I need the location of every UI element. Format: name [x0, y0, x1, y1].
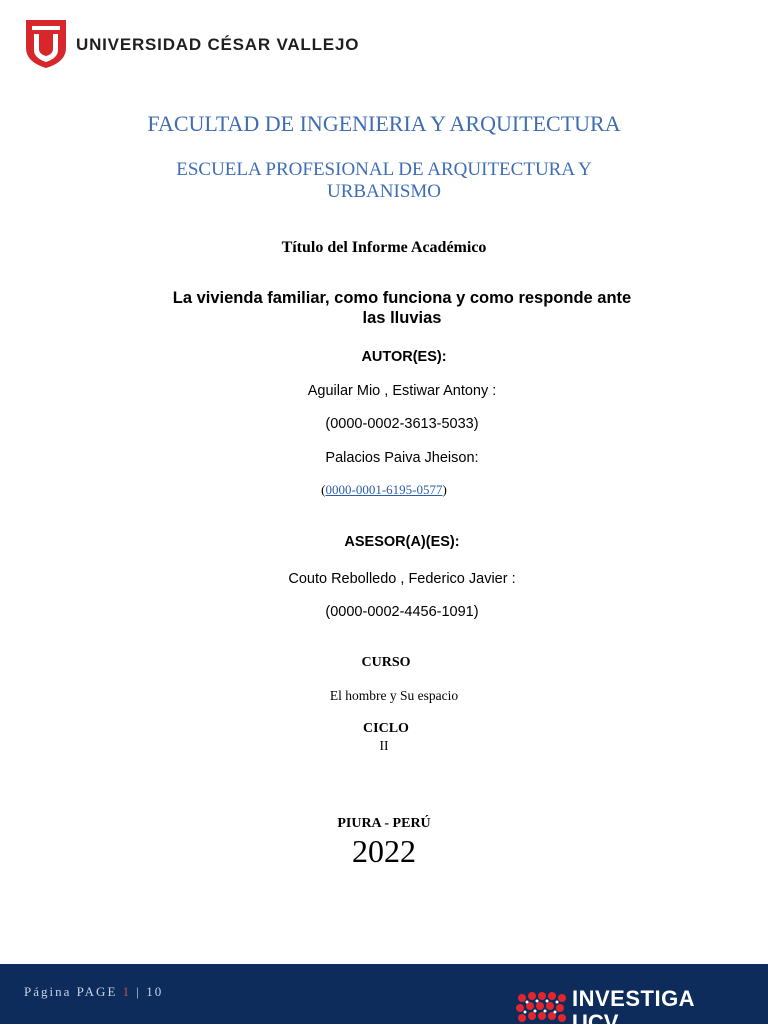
report-title-line-1: La vivienda familiar, como funciona y como responde ante [172, 289, 632, 307]
place: PIURA - PERÚ [337, 816, 431, 831]
advisor-1: Couto Rebolledo , Federico Javier : [288, 571, 516, 587]
school-line-2: URBANISMO [326, 181, 442, 202]
author-2-orcid-link[interactable]: 0000-0001-6195-0577 [325, 482, 443, 497]
school-line-1: ESCUELA PROFESIONAL DE ARQUITECTURA Y [176, 159, 592, 180]
page-number [24, 984, 163, 1000]
cycle-value: II [379, 738, 389, 753]
author-1-orcid: (0000-0002-3613-5033) [325, 416, 479, 432]
cycle-label: CICLO [363, 721, 409, 736]
course-name: El hombre y Su espacio [329, 688, 459, 703]
course-label: CURSO [361, 655, 411, 670]
report-title [140, 288, 664, 328]
authors-label: AUTOR(ES): [361, 349, 447, 365]
brand-investiga: INVESTIGA [572, 986, 696, 1011]
author-2-orcid-line [0, 482, 768, 498]
advisors-label: ASESOR(A)(ES): [344, 534, 460, 550]
page-suffix: | 10 [131, 984, 164, 999]
paren-open: ( [321, 482, 326, 497]
report-title-line-2: las lluvias [362, 309, 442, 327]
ucv-shield-icon [24, 18, 68, 70]
school-heading [0, 159, 768, 203]
advisor-1-orcid: (0000-0002-4456-1091) [325, 604, 479, 620]
author-1: Aguilar Mio , Estiwar Antony : [307, 383, 497, 399]
university-name: UNIVERSIDAD CÉSAR VALLEJO [76, 34, 360, 54]
university-logo [24, 16, 359, 72]
year: 2022 [352, 833, 416, 869]
investiga-dots-icon [516, 990, 568, 1024]
page-prefix: Página PAGE [24, 984, 123, 999]
faculty-heading: FACULTAD DE INGENIERIA Y ARQUITECTURA [147, 111, 621, 136]
brand-ucv: UCV [572, 1010, 619, 1035]
page-current: 1 [122, 984, 132, 999]
paren-close: ) [442, 482, 447, 497]
title-label: Título del Informe Académico [281, 239, 487, 256]
author-2: Palacios Paiva Jheison: [325, 450, 479, 466]
